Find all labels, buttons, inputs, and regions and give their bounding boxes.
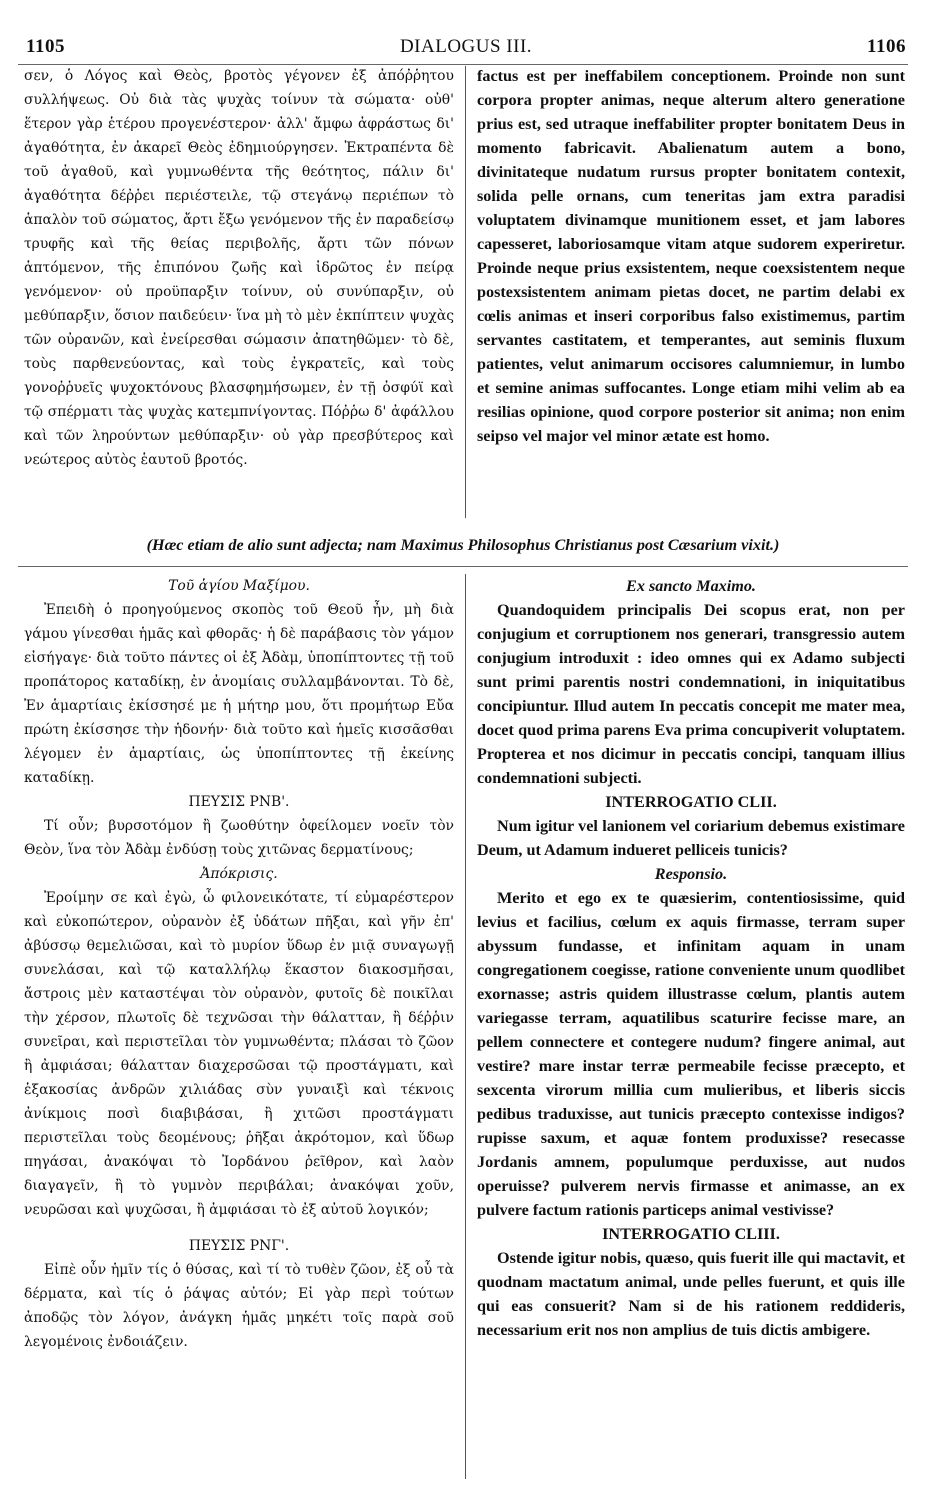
top-latin-text: factus est per ineffabilem conceptionem. Proinde non sunt corpora propter animas, neque alterum altero generatione prius est, sed utraque ineffabiliter propter bonitatem Deus in momento fabricavit. Abalienatum autem a bono, divinitateque nudatum rursus propter bonitatem contexit, solida pelle ornans, cum teneritas jam extra paradisi voluptatem divinamque munitionem esset, et jam labores capesseret, laboriosamque vitam atque sudorem experiretur. Proinde neque prius exsistentem, neque coexsistentem neque postexsistentem animam pietas docet, ne partim delabi ex cœlis animas et inseri corporibus falso existimemus, partim servantes castitatem, et temperantes, aut seminis fluxum patientes, velut animarum occisores calumniemur, in lumbo et semine animas suffocantes. Longe etiam mihi velim ab ea resilias opinione, quod corpore posterior sit anima; non enim seipso vel major vel minor ætate est homo. bbox=[477, 67, 905, 445]
greek-paragraph-4: Εἰπὲ οὖν ἡμῖν τίς ὁ θύσας, καὶ τί τὸ τυθὲν ζῶον, ἐξ οὗ τὰ δέρματα, καὶ τίς ὁ ῥάψας αὐτόν; Εἰ γὰρ περὶ τούτων ἀποδῷς τὸν λόγον, ἀνάγκη ἡμᾶς μηκέτι τοῖς παρὰ σοῦ λεγομένοις ἐνδοιάζειν. bbox=[24, 1262, 454, 1350]
bottom-greek-column bbox=[24, 574, 454, 1486]
greek-paragraph-2: Τί οὖν; βυρσοτόμον ἢ ζωοθύτην ὀφείλομεν νοεῖν τὸν Θεὸν, ἵνα τὸν Ἀδὰμ ἐνδύσῃ τοὺς χιτῶνας δερματίνους; bbox=[24, 818, 454, 858]
latin-paragraph-3: Merito et ego ex te quæsierim, contentiosissime, quid levius et facilius, cœlum ex aquis firmasse, terram super abyssum fundasse, et infinitam aquam in unam congregationem coegisse, ratione conveniente unum quodlibet exornasse; astris quidem illustrasse cœlum, plantis autem variegasse terram, aquatilibus scaturire fecisse mare, an pellem connectere et contegere nudum? fingere animal, aut vestire? mare instar terræ permeabile fecisse præcepto, et sexcenta virorum millia cum mulieribus, et liberis siccis pedibus traduxisse, aut tunicis præcepto contexisse indigos? rupisse saxum, et aquæ fontem produxisse? resecasse Jordanis amnem, populumque perduxisse, aut nudos operuisse? pulverem nervis firmasse et animasse, an ex pulvere factum rationis particeps animal vestivisse? bbox=[477, 889, 905, 1219]
page-number-left: 1105 bbox=[26, 36, 65, 57]
latin-paragraph-1: Quandoquidem principalis Dei scopus erat, non per conjugium et corruptionem nos generari, transgressio autem conjugium introduxit : ideo omnes qui ex Adamo subjecti sunt primi parentis nostri condemnationi, in iniquitatibus concipiuntur. Illud autem In peccatis concepit me mater mea, docet quod prima parens Eva prima concupiverit voluptatem. Propterea et nos dicimur in peccatis concipi, tanquam illius condemnationi subjecti. bbox=[477, 601, 905, 787]
latin-paragraph-4: Ostende igitur nobis, quæso, quis fuerit ille qui mactavit, et quodnam mactatum animal, unde pelles fuerunt, et quis ille qui eas consuerit? Nam si de his rationem reddideris, necessarium erit nos non amplius de tuis dictis ambigere. bbox=[477, 1249, 905, 1339]
latin-heading-maximus: Ex sancto Maximo. bbox=[626, 577, 756, 595]
greek-paragraph-1: Ἐπειδὴ ὁ προηγούμενος σκοπὸς τοῦ Θεοῦ ἦν, μὴ διὰ γάμου γίνεσθαι ἡμᾶς καὶ φθορᾶς· ἡ δὲ παράβασις τὸν γάμον εἰσήγαγε· διὰ τοῦτο πάντες οἱ ἐξ Ἀδὰμ, ὑποπίπτοντες τῇ τοῦ προπάτορος καταδίκῃ, ἐν ἀνομίαις συλλαμβάνονται. Τὸ δὲ, Ἐν ἁμαρτίαις ἐκίσσησέ με ἡ μήτηρ μου, ὅτι προμήτωρ Εὔα πρώτη ἐκίσσησε τὴν ἡδονήν· διὰ τοῦτο καὶ ἡμεῖς κισσᾶσθαι λέγομεν ἐν ἁμαρτίαις, ὡς ὑποπίπτοντες τῇ ἐκείνης καταδίκῃ. bbox=[24, 602, 454, 786]
column-divider-bottom bbox=[465, 574, 466, 1479]
bottom-latin-column bbox=[477, 574, 905, 1486]
greek-heading-maximus: Τοῦ ἁγίου Μαξίμου. bbox=[168, 578, 310, 594]
running-header bbox=[26, 36, 906, 64]
latin-paragraph-2: Num igitur vel lanionem vel coriarium debemus existimare Deum, ut Adamum indueret pelliceis tunicis? bbox=[477, 817, 905, 859]
running-title: DIALOGUS III. bbox=[399, 36, 533, 57]
greek-heading-question-153: ΠΕΥΣΙΣ ΡΝΓ'. bbox=[188, 1238, 290, 1254]
latin-heading-answer: Responsio. bbox=[654, 865, 728, 883]
top-greek-column bbox=[24, 64, 454, 522]
top-latin-column bbox=[477, 64, 905, 522]
page-number-right: 1106 bbox=[867, 36, 906, 57]
editorial-note: (Hæc etiam de alio sunt adjecta; nam Maximus Philosophus Christianus post Cæsarium vixit.) bbox=[146, 536, 780, 554]
latin-heading-question-153: INTERROGATIO CLIII. bbox=[602, 1225, 780, 1243]
greek-heading-answer: Ἀπόκρισις. bbox=[200, 866, 278, 882]
top-greek-text: σεν, ὁ Λόγος καὶ Θεὸς, βροτὸς γέγονεν ἐξ ἀπόῤῥητου συλλήψεως. Οὐ διὰ τὰς ψυχὰς τοίνυν τὰ σώματα· οὐθ' ἕτερον γὰρ ἑτέρου προγενέστερον· ἀλλ' ἄμφω ἀφράστως δι' ἀγαθότητα, ἐν ἀκαρεῖ Θεὸς ἐδημιούργησεν. Ἐκτραπέντα δὲ τοῦ ἀγαθοῦ, καὶ γυμνωθέντα τῆς θεότητος, πάλιν δι' ἀγαθότητα δέῤῥει περιέστειλε, τῷ στεγάνῳ περιέπων τὸ ἁπαλὸν τοῦ σώματος, ἄρτι ἔξω γενόμενον τῆς ἐν παραδείσῳ τρυφῆς καὶ τῆς θείας περιβολῆς, ἄρτι τῶν πόνων ἁπτόμενον, τῆς ἐπιπόνου ζωῆς καὶ ἱδρῶτος ἐν πείρᾳ γενόμενον· οὐ προϋπαρξιν τοίνυν, οὐ συνύπαρξιν, οὐ μεθύπαρξιν, ὅσιον παιδεύειν· ἵνα μὴ τὸ μὲν ἐκπίπτειν ψυχὰς τῶν οὐρανῶν, καὶ ἐνείρεσθαι σώμασιν ἀπατηθῶμεν· τὸ δὲ, τοὺς παρθενεύοντας, καὶ τοὺς ἐγκρατεῖς, καὶ τοὺς γονοῤῥυεῖς ψυχοκτόνους βλασφημήσωμεν, ἐν τῇ ὀσφύϊ καὶ τῷ σπέρματι τὰς ψυχὰς κατεμπνίγοντας. Πόῤῥω δ' ἀφάλλου καὶ τῶν ληρούντων μεθύπαρξιν· οὐ γὰρ πρεσβύτερος καὶ νεώτερος αὐτὸς ἑαυτοῦ βροτός. bbox=[24, 68, 454, 468]
section-rule bbox=[18, 566, 908, 567]
latin-heading-question-152: INTERROGATIO CLII. bbox=[605, 793, 777, 811]
greek-heading-question-152: ΠΕΥΣΙΣ ΡΝΒ'. bbox=[188, 794, 290, 810]
column-divider-top bbox=[465, 66, 466, 518]
greek-paragraph-3: Ἐροίμην σε καὶ ἐγὼ, ὦ φιλονεικότατε, τί εὐμαρέστερον καὶ εὐκοπώτερον, οὐρανὸν ἐξ ὑδάτων πῆξαι, καὶ γῆν ἐπ' ἀβύσσῳ θεμελιῶσαι, καὶ τὸ μυρίον ὕδωρ ἐν μιᾷ συναγωγῇ συνελάσαι, καὶ τῷ καταλλήλῳ ἕκαστον διακοσμῆσαι, ἄστροις μὲν καταστέψαι τὸν οὐρανὸν, φυτοῖς δὲ ποικῖλαι τὴν χέρσον, πλωτοῖς δὲ τεχνῶσαι τὴν θάλατταν, ἢ δέῤῥιν συνεῖραι, καὶ περιστεῖλαι τὸν γυμνωθέντα; πλάσαι τὸ ζῶον ἢ ἀμφιάσαι; θάλατταν διαχερσῶσαι τῷ προστάγματι, καὶ ἑξακοσίας ἀνδρῶν χιλιάδας σὺν γυναιξὶ καὶ τέκνοις ἀνίκμοις ποσὶ διαβιβάσαι, ἢ χιτῶσι προστάγματι περιστεῖλαι τοὺς δεομένους; ῥῆξαι ἀκρότομον, καὶ ὕδωρ πηγάσαι, ἀνακόψαι τὸ Ἰορδάνου ῥεῖθρον, καὶ λαὸν διαγαγεῖν, ἢ τὸ γυμνὸν περιβάλαι; ἀνακόψαι χοῦν, νευρῶσαι καὶ ψυχῶσαι, ἢ ἀμφιάσαι τὸ ἐξ αὐτοῦ λογικόν; bbox=[24, 890, 454, 1218]
